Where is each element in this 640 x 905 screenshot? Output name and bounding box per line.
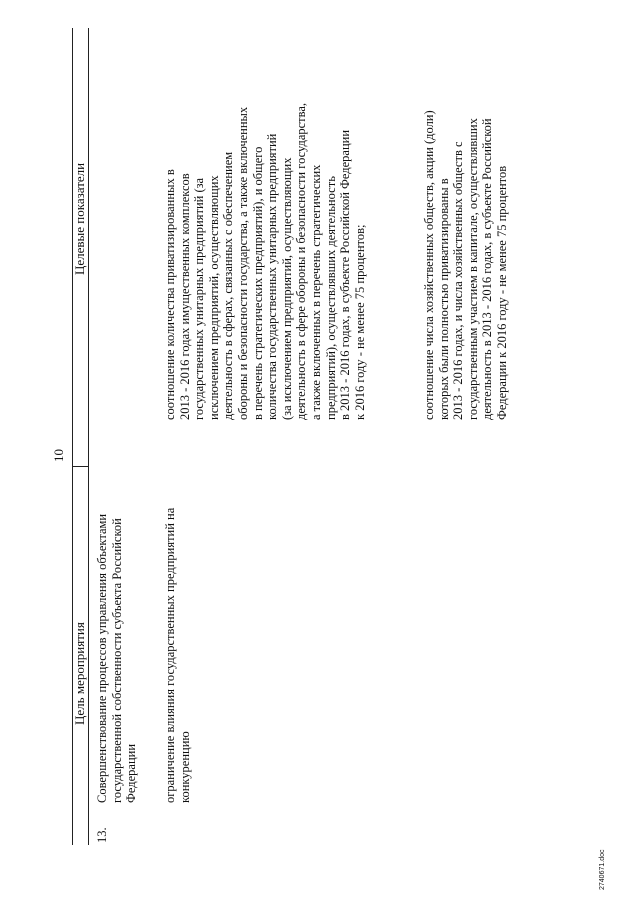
goal-line: Совершенствование процессов управления объектами (95, 513, 109, 803)
header-goal: Цель мероприятия (72, 622, 87, 725)
subgoal-text (163, 508, 192, 803)
indicator-line: деятельность в 2013 - 2016 годах, в субъекте Российской (480, 118, 495, 420)
subgoal-line: ограничение влияния государственных предприятий на (163, 507, 177, 803)
indicator-line: 2013 - 2016 годах, и числа хозяйственных обществ с (451, 141, 466, 420)
indicator-line: государственных унитарных предприятий (за (192, 177, 207, 420)
indicator-line: (за исключением предприятий, осуществляющих (279, 157, 294, 420)
indicator-line: деятельность в сферах, связанных с обеспечением (221, 151, 236, 420)
subgoal-line: конкуренцию (177, 731, 192, 803)
indicator-line: предприятий), осуществлявших деятельность (323, 176, 338, 420)
goal-line: государственной собственности субъекта Российской (109, 518, 124, 803)
indicator-line: обороны и безопасности государства, а также включенных (235, 106, 250, 420)
indicator-line: количества государственных унитарных предприятий (265, 133, 280, 420)
header-indicators: Целевые показатели (72, 162, 87, 275)
indicator-line: соотношение числа хозяйственных обществ, акции (доли) (422, 110, 436, 420)
document-footer: 2740671.doc (599, 849, 606, 890)
indicator-line: государственным участием в капитале, осуществлявших (465, 118, 480, 420)
indicator-line: в перечень стратегических предприятий), и общего (250, 146, 265, 420)
indicator-line: к 2016 году - не менее 75 процентов; (352, 224, 367, 420)
indicator-2-text (422, 110, 510, 420)
header-column-divider (72, 466, 88, 467)
indicator-line: 2013 - 2016 годах имущественных комплексов (177, 173, 192, 420)
indicator-line: которых были полностью приватизированы в (436, 178, 451, 420)
header-bottom-border (88, 28, 89, 845)
indicator-line: Федерации к 2016 году - не менее 75 процентов (494, 165, 509, 420)
indicator-line: в 2013 - 2016 годах, в субъекте Российской Федерации (338, 129, 353, 420)
goal-text (95, 514, 139, 803)
goal-line: Федерации (124, 743, 139, 803)
indicator-line: деятельность в сфере обороны и безопасности государства, (294, 102, 309, 420)
page-number: 10 (51, 449, 66, 462)
indicator-line: соотношение количества приватизированных в (163, 169, 177, 420)
indicator-line: а также включенных в перечень стратегических (308, 164, 323, 420)
indicator-line: исключением предприятий, осуществляющих (206, 175, 221, 420)
row-number: 13. (95, 827, 109, 843)
indicator-1-text (163, 103, 367, 420)
